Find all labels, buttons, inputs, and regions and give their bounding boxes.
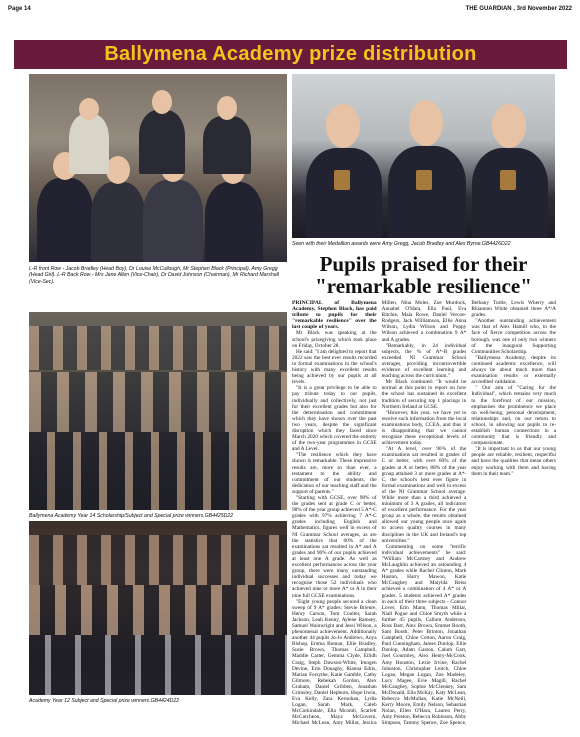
photo-figure (217, 96, 237, 120)
article-paragraph: "At A level, over 96% of the examinations sat resulted in grades of C or better, with over 60% of the grades at A or better, 88% of the year group attained 3 or more grades at A*-C, the school's best ever figure in formal examinations and well in excess of the NI Grammar School average. While more than a third achieved a minimum of 3 A grades, all indicators of excellent performance. For the year group as a whole, the results obtained allowed our young people once again to access quality courses in many disciplines in the UK and Ireland's top universities." (381, 446, 467, 544)
photo-crowd-row (29, 585, 287, 635)
article-paragraph: "Eight young people secured a clean sweep of 9 A* grades: Stevie Brienre, Henry Carson, Tom Coulter, Sarah Jackson, Leah Kenny, Aylene Ramsey, Samuel Wainwright and Jessi Wilson, a phenomenal achievement. Additionally another 44 pupils Jo-Jo Andrews, Anya Bishop, Emma Bonnar, Ellie Bradley, Susie Brown, Thomas Campbell, Maddie Carter, Gemma Clyde, Eilidh Craig, Steph Dawson-White, Imogen Devine, Erin Donaghy, Rianna Edris, Marian Forsythe, Katie Gamble, Cathy Gilmore, Rebekah Gordon, Alex Graham, Daniel Gribben, Jonathan Grimsley, Daniel Hepburn, Hope Irwin, Eva Kelly, Zara Kernohan, Lydia Logan, Sarah Mark, Caleb McCorkindale, Ella Mcomb, Scarlett McCutcheon, Maya McGovern, Michael McLean, Amy Millar, Jessica Millen, Nina Moles, Zoe Murdock, Annabel O'Hara, Ella Paul, Eva Ritchie, Maia Rowe, Daniel Vercoe-Rodgers, Jack Williamson, Ellie Anna Wilson, Lydia Wilson and Poppy Wilson achieved a combination 9 A* and A grades. (292, 300, 467, 727)
photo-crowd-row (29, 635, 287, 695)
photo-figure (203, 116, 251, 174)
article-paragraph: He said: "I am delighted to report that 2022 saw the best ever results recorded in formal examinations in the school's history with many excellent results being achieved by our pupils at all levels. (292, 348, 377, 386)
medal-plaque (500, 170, 516, 190)
photo-figure (492, 104, 526, 148)
photo-figure (143, 180, 203, 262)
photo-figure (37, 178, 93, 262)
photo-caption: Academy Year 12 Subject and Special prize winners.GB4424D22 (29, 698, 180, 704)
photo-figure (306, 148, 382, 238)
photo-caption: Ballymena Academy Year 14 Scholarship/Subject and Special prize winners.GB4425D22 (29, 513, 234, 519)
article-paragraph: "However, this year, we have yet to receive such information from the local examinations body, CCEA, and thus it is disappointing that we cannot recognise these exceptional levels of achievement today. (381, 409, 467, 447)
photo-figure (139, 110, 185, 174)
article-paragraph: "Remarkably, in 24 individual subjects, the % of A*-B grades exceeded NI Grammar School averages, providing incontrovertible evidence of excellent learning and teaching across the curriculum." (381, 342, 467, 380)
page-header (8, 4, 572, 14)
photo-caption: L-R front Row - Jacob Bradley (Head Boy), Dr Louise McCullough, Mr Stephen Black (Principal), Amy Gregg (Head Girl). L-R Back Row - Mrs Jane Allen (Vice-Chair), Dr David Johnson (Chairman), Mr Richard Marshall (Vice-Sec). (29, 266, 279, 285)
medal-plaque (416, 170, 432, 190)
photo-figure (409, 100, 443, 146)
photo-figure (152, 90, 172, 114)
article-paragraph: "Another outstanding achievement was that of Alex Hamill who, in the face of fierce competition across the borough, was one of only two winners of the inaugural Supporting Communities Scholarship. (471, 318, 556, 355)
photo-figure (205, 182, 263, 262)
photo-crowd-row (29, 432, 287, 510)
article-paragraph: "It is important to us that our young people are reliable, resilient, respectful and have the qualities that mean others enjoy working with them and having them in their team." (471, 446, 556, 477)
photo-figure (388, 146, 466, 238)
title-banner (14, 40, 567, 69)
photo-principal-group (29, 74, 287, 262)
article-headline: Pupils praised for their "remarkable resilience" (315, 252, 532, 298)
medal-plaque (334, 170, 350, 190)
photo-figure (472, 148, 548, 238)
article-paragraph: Mr Black was speaking at the school's prizegiving which took place on Friday, October 28. (292, 330, 377, 349)
photo-medallion-winners (292, 74, 555, 238)
article-paragraph: "It is a great privilege to be able to pay tribute today to our pupils, individually and collectively, not just for their excellent grades but also for the determination and commitment which they have shown over the past two years, despite the significant disruption which they faced since March 2020 which covered the entirety of the two-year programmes in GCSE and A Level. (292, 385, 377, 453)
photo-crowd-row (29, 535, 287, 585)
article-lead: PRINCIPAL of Ballymena Academy, Stephen Black, has paid tribute to pupils for their "remarkable resilience" over the last couple of years. (292, 300, 377, 331)
photo-crowd-row (29, 372, 287, 432)
article-paragraph: "The resilience which they have shown is remarkable. These impressive results are, more so than ever, a testament to the ability and commitment of our students, the dedication of our teaching staff and the support of parents." (292, 452, 377, 495)
photo-year12-winners (29, 521, 287, 695)
article-paragraph: "Starting with GCSE, over 98% of the grades sent at grade C or better, 98% of the year group achieved 5 A*-C grades with 97% achieving 7 A*-C grades including English and Mathematics, figures well in excess of NI Grammar School averages, as are the statistics that 60% of the examinations sat resulted in A* and A grades and 96% of our pupils achieved at least one A grade. As well as excellent performances across the year group, there were many outstanding individual successes and today we recognise those 52 individuals who achieved nine or more A* or A in their nine full GCSE examinations. (292, 495, 377, 599)
photo-figure (106, 156, 130, 184)
photo-crowd-row (29, 326, 287, 370)
article-paragraph: Mr Black continued: "It would be normal at this point to report on how the school has sustained its excellent tradition of securing top 1 placings in Northern Ireland at GCSE. (381, 379, 467, 410)
photo-figure (79, 98, 99, 120)
article-paragraph: " Our aim of "Caring for the Individual", which remains very much to the forefront of our mission, emphasises the prominence we place on well-being, personal development, relationships and, on our return to school, in allowing our pupils to re-establish human connections in a community that is friendly and compassionate. (471, 385, 556, 447)
article-body (292, 300, 556, 728)
article-paragraph: Commenting on some "terrific individual achievements" he said: "William McCartney and Andrew McLaughlin achieved an astounding 4 A* grades while Rachel Clinton, Mark Huston, Harry Mawon, Katie McCaughey and Matylda Reiss achieved a combination of 4 A* or A grades. 5 students achieved A* grades in each of their three subjects - Connor Lover, Erin Mann, Thomas Millar, Niall Pogue and Chloe Smyth while a further 45 pupils, Callum Anderson, Ross Barr, Alex Brown, Emmet Booth, Sam Booth, Peter Brinton, Jonathan Campbell, Chloe Cotton, Aaron Craig, Paul Cunningham, James Dunlop, Ellie Dunlop, Adam Gaston, Calum Gart, Joel Gourmley, Alex Henry-McCook, Amy Houston, Lexie Irvine, Rachel Johnston, Christopher Leitch, Chloe Logan, Megan Logan, Zoe Madeley, Lucy Magee, Evie Magill, Rachel McCaughey, Sophie McClenney, Sam McDonald, Ella McKay, Katy McLean, Rebecca McMullan, Katie McNeill, Kerry Moore, Emily Nelson, Sebastian Nolan, Ellen O'Hara, Lauren Perry, Amy Preston, Rebecca Robinson, Abby Simpson, Tammy Spence, Zoe Spence, Bethany Turtle, Lewis Wherry and Rhiannon White obtained three A*/A grades. (381, 300, 556, 727)
photo-figure (91, 182, 145, 262)
photo-figure (326, 104, 360, 148)
photo-year14-winners (29, 312, 287, 510)
photo-figure (69, 114, 109, 174)
photo-caption: Seen with their Medallion awards were Amy Gregg, Jacob Bradley and Alex Byrne.GB4426D22 (292, 241, 511, 247)
article-paragraph: "Ballymena Academy, despite its continued academic excellence, will always be about much more than examination results or externally accredited validation. (471, 354, 556, 386)
page-number: Page 14 (8, 6, 31, 12)
paper-date: THE GUARDIAN , 3rd November 2022 (465, 6, 572, 12)
banner-title: Ballymena Academy prize distribution (104, 43, 477, 65)
